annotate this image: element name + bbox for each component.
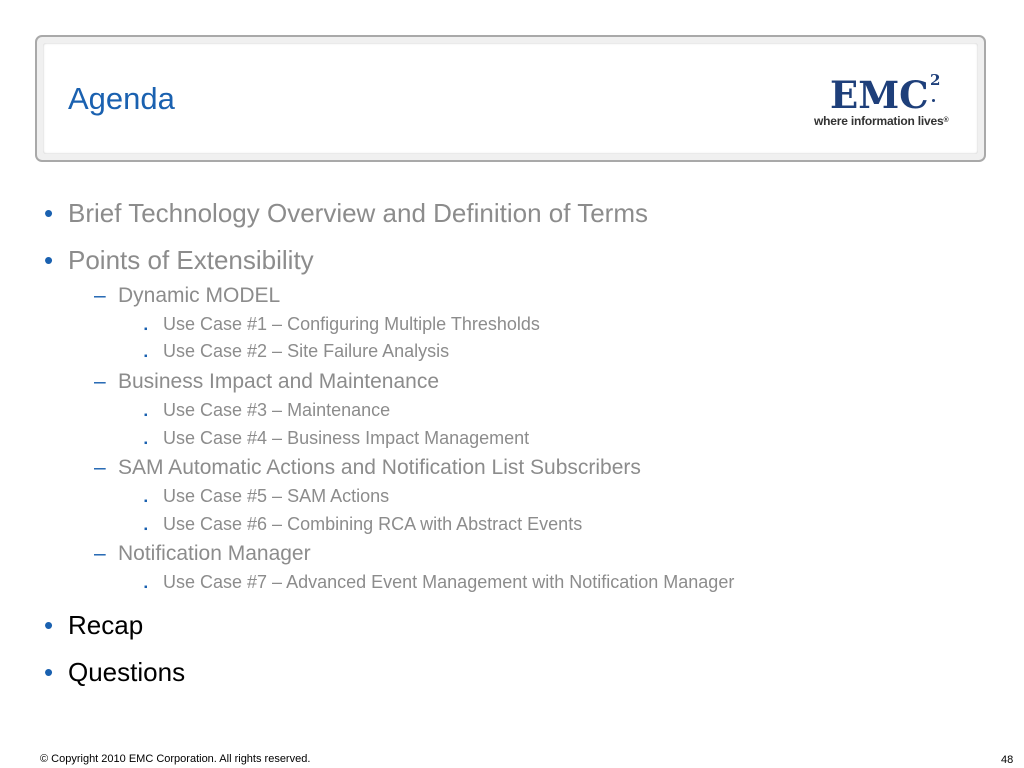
page-number: 48	[1001, 754, 1014, 766]
sub-sub-bullet-text: Use Case #6 – Combining RCA with Abstract Events	[163, 514, 583, 534]
sub-bullet-text: Business Impact and Maintenance	[118, 370, 440, 393]
square-bullet-icon: ▪	[144, 524, 148, 535]
dash-icon: –	[94, 542, 106, 565]
logo-superscript: 2	[930, 71, 941, 89]
bullet-dot-icon: •	[44, 198, 54, 228]
sub-bullet-text: SAM Automatic Actions and Notification List Subscribers	[118, 456, 641, 479]
square-bullet-icon: ▪	[144, 324, 148, 335]
slide-title: Agenda	[68, 81, 175, 116]
square-bullet-icon: ▪	[144, 410, 148, 421]
logo-tagline-text: where information lives	[814, 114, 944, 128]
sub-bullet-text: Notification Manager	[118, 542, 311, 565]
bullet-dot-icon: •	[44, 245, 54, 275]
logo-mark: EMC	[830, 73, 929, 117]
square-bullet-icon: ▪	[144, 351, 148, 362]
dash-icon: –	[94, 456, 106, 479]
bullet-text: Recap	[68, 610, 144, 640]
bullet-text: Questions	[68, 657, 186, 687]
bullet-dot-icon: •	[44, 657, 54, 687]
copyright-notice: © Copyright 2010 EMC Corporation. All rights reserved.	[40, 753, 311, 765]
logo-registered: ®	[943, 117, 949, 124]
square-bullet-icon: ▪	[144, 438, 148, 449]
bullet-text: Brief Technology Overview and Definition of Terms	[68, 198, 648, 228]
square-bullet-icon: ▪	[144, 496, 148, 507]
bullet-dot-icon: •	[44, 610, 54, 640]
sub-sub-bullet-text: Use Case #2 – Site Failure Analysis	[163, 341, 450, 361]
sub-sub-bullet-text: Use Case #1 – Configuring Multiple Thresholds	[163, 314, 540, 334]
sub-sub-bullet-text: Use Case #3 – Maintenance	[163, 400, 391, 420]
dash-icon: –	[94, 284, 106, 307]
sub-sub-bullet-text: Use Case #4 – Business Impact Management	[163, 428, 530, 448]
bullet-text: Points of Extensibility	[68, 245, 314, 275]
sub-sub-bullet-text: Use Case #7 – Advanced Event Management with Notification Manager	[163, 572, 735, 592]
square-bullet-icon: ▪	[144, 582, 148, 593]
dash-icon: –	[94, 370, 106, 393]
sub-bullet-text: Dynamic MODEL	[118, 284, 281, 307]
sub-sub-bullet-text: Use Case #5 – SAM Actions	[163, 486, 390, 506]
